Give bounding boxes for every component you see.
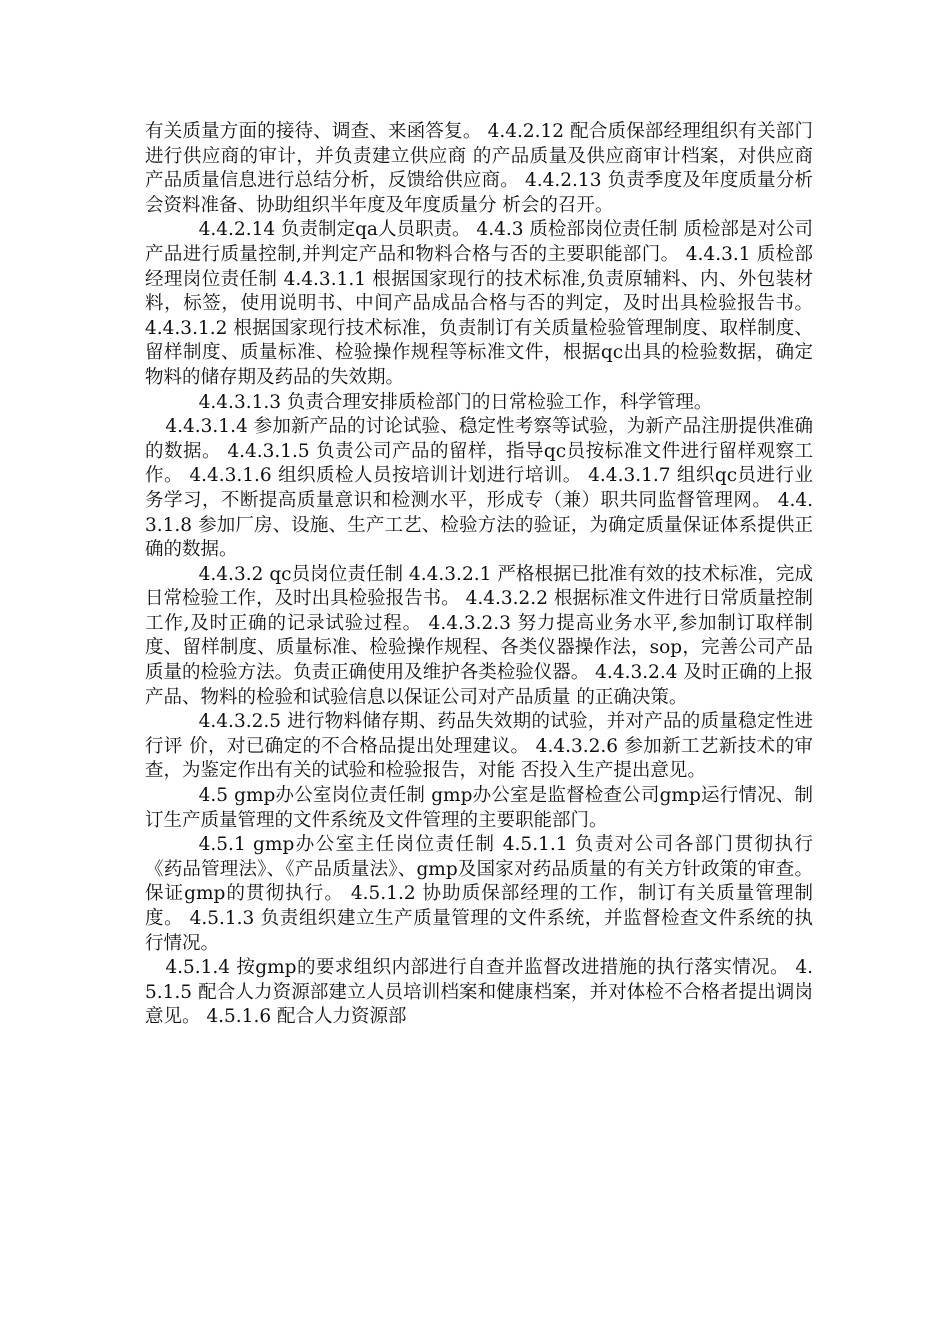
document-body [145, 120, 813, 1030]
paragraph-6: 4.4.3.2.5 进行物料储存期、药品失效期的试验，并对产品的质量稳定性进行评 价，对已确定的不合格品提出处理建议。 4.4.3.2.6 参加新工艺新技术的审查，为鉴定作出有关的试验和检验报告，对能 否投入生产提出意见。 [145, 711, 813, 782]
paragraph-5: 4.4.3.2 qc员岗位责任制 4.4.3.2.1 严格根据已批准有效的技术标准，完成日常检验工作，及时出具检验报告书。 4.4.3.2.2 根据标准文件进行日常质量控制工作,及时正确的记录试验过程。 4.4.3.2.3 努力提高业务水平,参加制订取样制度、留样制度、质量标准、检验操作规程、各类仪器操作法，sop，完善公司产品质量的检验方法。负责正确使用及维护各类检验仪器。 4.4.3.2.4 及时正确的上报产品、物料的检验和试验信息以保证公司对产品质量 的正确决策。 [145, 563, 813, 708]
paragraph-1: 有关质量方面的接待、调查、来函答复。 4.4.2.12 配合质保部经理组织有关部门进行供应商的审计，并负责建立供应商 的产品质量及供应商审计档案，对供应商产品质量信息进行总结分析，反馈给供应商。 4.4.2.13 负责季度及年度质量分析会资料准备、协助组织半年度及年度质量分 析会的召开。 [145, 121, 813, 216]
paragraph-3: 4.4.3.1.3 负责合理安排质检部门的日常检验工作，科学管理。 [198, 391, 713, 413]
paragraph-4: 4.4.3.1.4 参加新产品的讨论试验、稳定性考察等试验，为新产品注册提供准确的数据。 4.4.3.1.5 负责公司产品的留样，指导qc员按标准文件进行留样观察工作。 4.4.3.1.6 组织质检人员按培训计划进行培训。 4.4.3.1.7 组织qc员进行业务学习，不断提高质量意识和检测水平，形成专（兼）职共同监督管理网。 4.4.3.1.8 参加厂房、设施、生产工艺、检验方法的验证，为确定质量保证体系提供正确的数据。 [145, 416, 813, 561]
paragraph-2: 4.4.2.14 负责制定qa人员职责。 4.4.3 质检部岗位责任制 质检部是对公司产品进行质量控制,并判定产品和物料合格与否的主要职能部门。 4.4.3.1 质检部经理岗位责任制 4.4.3.1.1 根据国家现行的技术标准,负责原辅料、内、外包装材料，标签，使用说明书、中间产品成品合格与否的判定，及时出具检验报告书。 4.4.3.1.2 根据国家现行技术标准，负责制订有关质量检验管理制度、取样制度、留样制度、质量标准、检验操作规程等标准文件，根据qc出具的检验数据，确定物料的储存期及药品的失效期。 [145, 219, 813, 388]
paragraph-9: 4.5.1.4 按gmp的要求组织内部进行自查并监督改进措施的执行落实情况。 4.5.1.5 配合人力资源部建立人员培训档案和健康档案，并对体检不合格者提出调岗意见。 4.5.1.6 配合人力资源部 [145, 957, 813, 1028]
paragraph-7: 4.5 gmp办公室岗位责任制 gmp办公室是监督检查公司gmp运行情况、制订生产质量管理的文件系统及文件管理的主要职能部门。 [145, 785, 813, 831]
paragraph-8: 4.5.1 gmp办公室主任岗位责任制 4.5.1.1 负责对公司各部门贯彻执行《药品管理法》、《产品质量法》、gmp及国家对药品质量的有关方针政策的审查。保证gmp的贯彻执行。 4.5.1.2 协助质保部经理的工作，制订有关质量管理制度。 4.5.1.3 负责组织建立生产质量管理的文件系统，并监督检查文件系统的执行情况。 [145, 834, 813, 954]
